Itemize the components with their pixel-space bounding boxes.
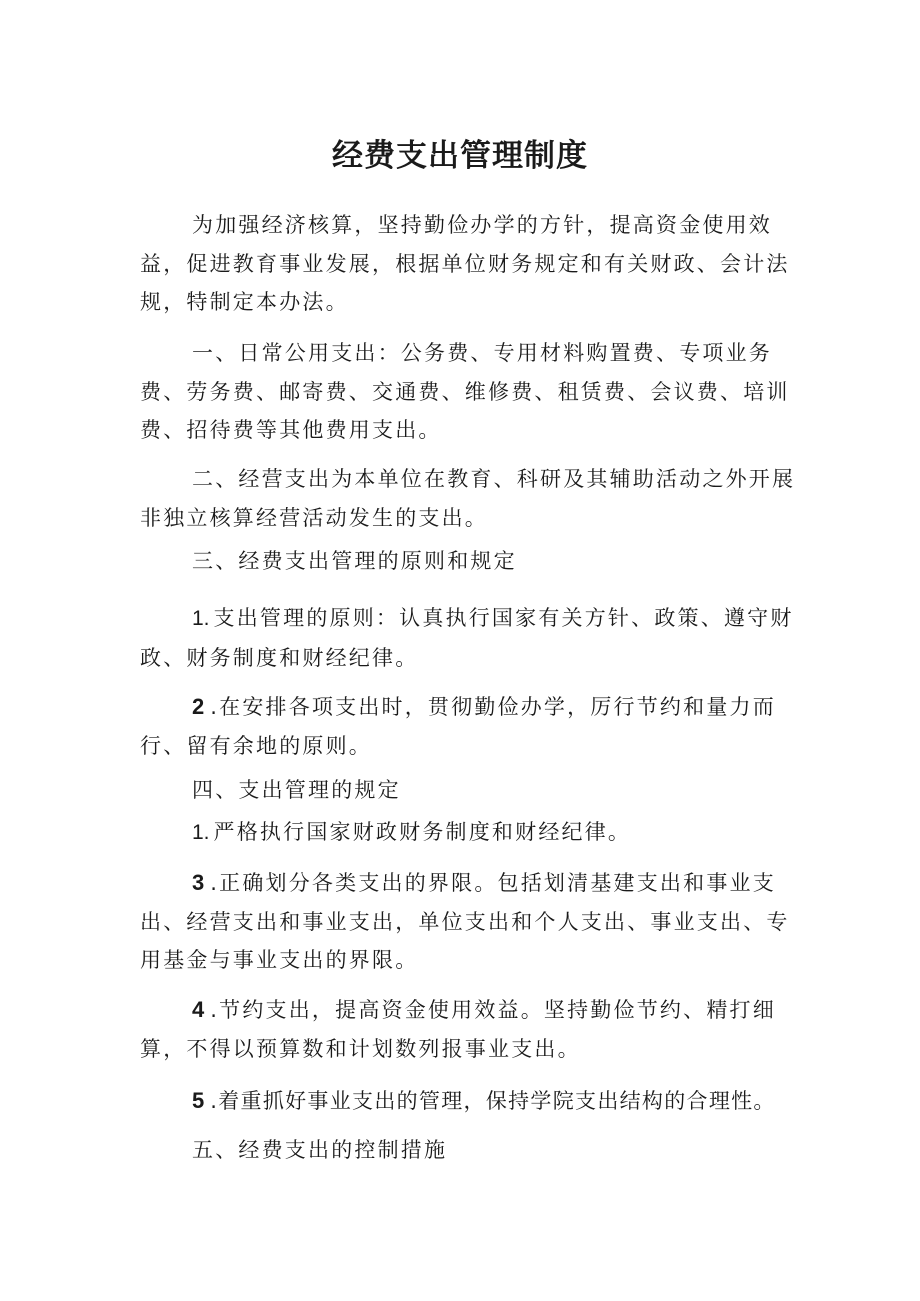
paragraph-section-3-heading bbox=[140, 542, 800, 581]
item-number: 2 bbox=[192, 694, 205, 719]
paragraph-rule-4 bbox=[140, 991, 800, 1068]
paragraph-text: .着重抓好事业支出的管理，保持学院支出结构的合理性。 bbox=[210, 1089, 776, 1113]
paragraph-text: .正确划分各类支出的界限。包括划清基建支出和事业支出、经营支出和事业支出，单位支出和个人支出、事业支出、专用基金与事业支出的界限。 bbox=[140, 871, 790, 972]
paragraph-text: 四、支出管理的规定 bbox=[192, 778, 401, 802]
item-number: 5 bbox=[192, 1088, 205, 1113]
paragraph-intro bbox=[140, 206, 800, 322]
paragraph-text: 五、经费支出的控制措施 bbox=[192, 1138, 448, 1162]
paragraph-text: 一、日常公用支出：公务费、专用材料购置费、专项业务费、劳务费、邮寄费、交通费、维修费、租赁费、会议费、培训费、招待费等其他费用支出。 bbox=[140, 341, 790, 442]
paragraph-section-2 bbox=[140, 460, 800, 537]
item-number: 1. bbox=[192, 821, 210, 844]
paragraph-rule-3 bbox=[140, 864, 800, 980]
paragraph-text: .在安排各项支出时，贯彻勤俭办学，厉行节约和量力而行、留有余地的原则。 bbox=[140, 695, 776, 758]
paragraph-text: 严格执行国家财政财务制度和财经纪律。 bbox=[213, 820, 632, 844]
document-title: 经费支出管理制度 bbox=[332, 138, 588, 174]
paragraph-rule-5 bbox=[140, 1082, 800, 1121]
paragraph-item-1 bbox=[140, 599, 800, 677]
item-number: 4 bbox=[192, 997, 205, 1022]
paragraph-text: 支出管理的原则：认真执行国家有关方针、政策、遵守财政、财务制度和财经纪律。 bbox=[140, 606, 794, 670]
paragraph-section-4-heading bbox=[140, 771, 800, 810]
paragraph-text: .节约支出，提高资金使用效益。坚持勤俭节约、精打细算，不得以预算数和计划数列报事业支出。 bbox=[140, 998, 776, 1061]
paragraph-text: 二、经营支出为本单位在教育、科研及其辅助活动之外开展非独立核算经营活动发生的支出。 bbox=[140, 467, 796, 530]
paragraph-item-2 bbox=[140, 688, 800, 765]
paragraph-section-5-heading bbox=[140, 1131, 800, 1170]
paragraph-text: 为加强经济核算，坚持勤俭办学的方针，提高资金使用效益，促进教育事业发展，根据单位财务规定和有关财政、会计法规，特制定本办法。 bbox=[140, 213, 790, 314]
paragraph-section-1 bbox=[140, 334, 800, 450]
item-number: 1. bbox=[192, 607, 210, 630]
paragraph-text: 三、经费支出管理的原则和规定 bbox=[192, 549, 517, 573]
item-number: 3 bbox=[192, 870, 205, 895]
paragraph-rule-1 bbox=[140, 813, 800, 853]
